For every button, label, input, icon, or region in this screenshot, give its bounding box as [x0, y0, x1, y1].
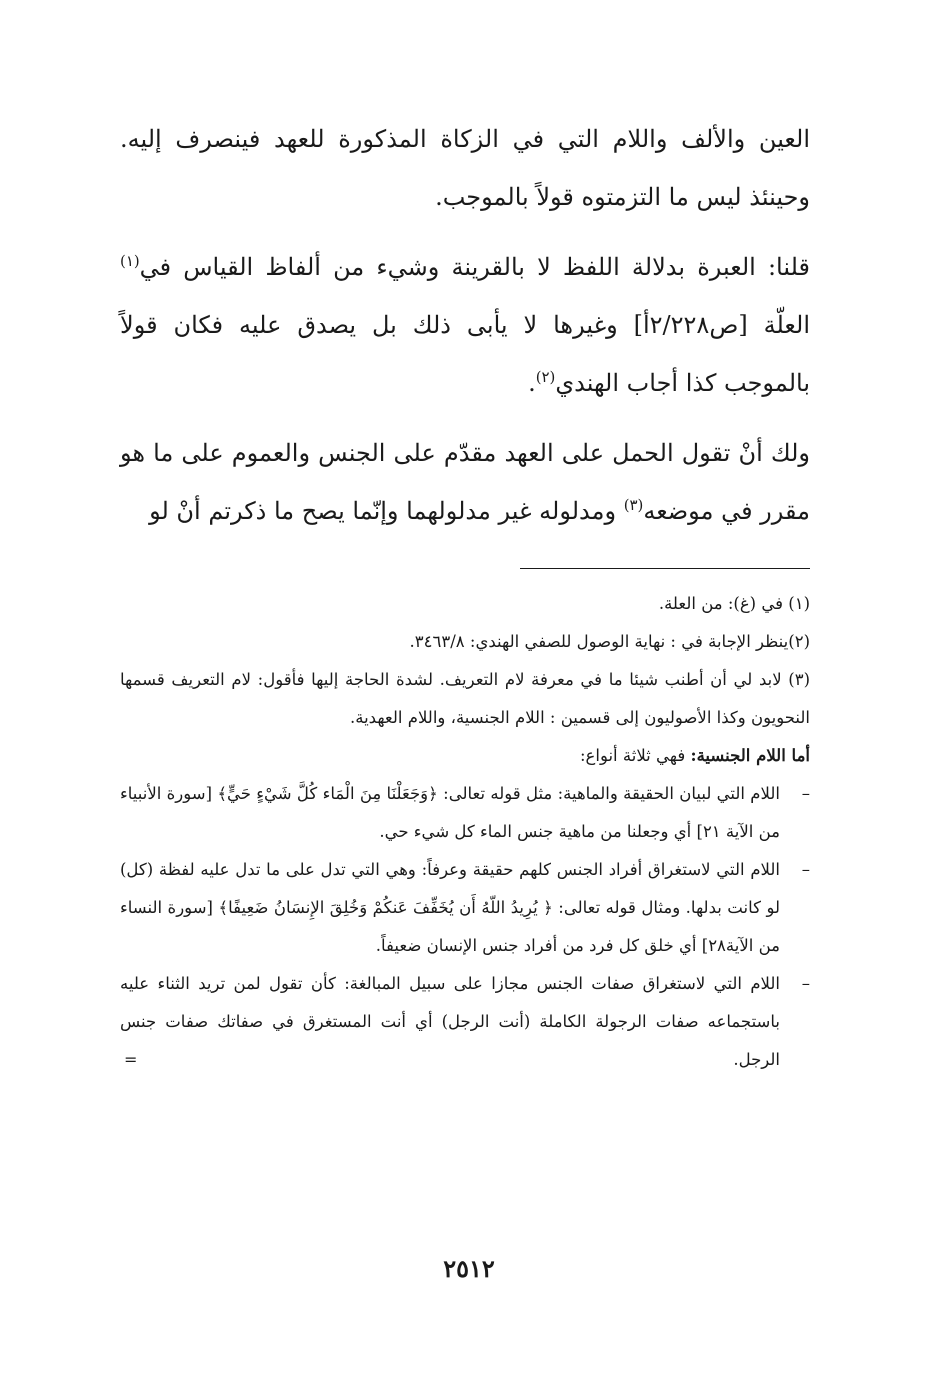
- footnote-3-item-2-text: اللام التي لاستغراق أفراد الجنس كلهم حقيقة وعرفاً: وهي التي تدل على ما تدل عليه لفظة (كل) لو كانت بدلها. ومثال قوله تعالى: ﴿ يُرِيدُ اللّهُ أَن يُخَفِّفَ عَنكُمْ وَخُلِقَ الإِنسَانُ ضَعِيفًا﴾ [سورة النساء من الآية٢٨] أي خلق كل فرد من أفراد جنس الإنسان ضعيفاً.: [120, 860, 780, 955]
- footnote-3-item-1: [120, 775, 810, 851]
- footnote-3: (٣) لابد لي أن أطنب شيئا ما في معرفة لام التعريف. لشدة الحاجة إليها فأقول: لام التعريف قسمها النحويون وكذا الأصوليون إلى قسمين : اللام الجنسية، واللام العهدية.: [120, 670, 810, 727]
- footnote-3-item-3-text: اللام التي لاستغراق صفات الجنس مجازا على سبيل المبالغة: كأن تقول لمن تريد الثناء عليه باستجماعه صفات الرجولة الكاملة (أنت الرجل) أي أنت المستغرق في صفاتك صفات جنس الرجل.: [120, 974, 780, 1069]
- footnote-3-item-3: [120, 965, 810, 1079]
- footnote-3-heading-bold: أما اللام الجنسية:: [690, 746, 810, 765]
- body-paragraph-1: [120, 110, 810, 226]
- footnote-2: (٢)ينظر الإجابة في : نهاية الوصول للصفي الهندي: ٣٤٦٣/٨.: [409, 632, 810, 651]
- body-paragraph-3-text-a: ولك أنْ تقول الحمل على العهد مقدّم على الجنس والعموم على ما هو مقرر في موضعه: [120, 439, 810, 525]
- footnote-ref-1[interactable]: (١): [120, 252, 140, 270]
- continuation-mark: =: [124, 1050, 138, 1069]
- dash-icon: –: [801, 860, 810, 879]
- body-paragraph-2-end: .: [528, 369, 536, 397]
- footnote-1: (١) في (غ): من العلة.: [658, 594, 810, 613]
- body-paragraph-2: [120, 238, 810, 412]
- footnote-3-heading: [120, 737, 810, 775]
- footnote-ref-2[interactable]: (٢): [535, 368, 556, 386]
- dash-icon: –: [801, 974, 810, 993]
- page-number: ٢٥١٢: [443, 1254, 495, 1283]
- footnote-3-heading-rest: فهي ثلاثة أنواع:: [579, 746, 691, 765]
- dash-icon: –: [801, 784, 810, 803]
- footnote-separator: [520, 568, 810, 569]
- body-paragraph-2-text-a: قلنا: العبرة بدلالة اللفظ لا بالقرينة وشيء من ألفاظ القياس في: [139, 253, 810, 281]
- page-content: [120, 110, 810, 1079]
- body-paragraph-2-text-b: العلّة [ص٢/٢٢٨أ] وغيرها لا يأبى ذلك بل يصدق عليه فكان قولاً بالموجب كذا أجاب الهندي: [120, 311, 810, 397]
- body-paragraph-3-text-b: ومدلوله غير مدلولهما وإنّما يصح ما ذكرتم أنْ لو: [149, 497, 624, 525]
- body-paragraph-1-text: العين والألف واللام التي في الزكاة المذكورة للعهد فينصرف إليه. وحينئذ ليس ما التزمتوه قولاً بالموجب.: [120, 125, 810, 211]
- footnote-3-item-3-wrap: [120, 965, 810, 1079]
- footnote-ref-3[interactable]: (٣): [623, 496, 644, 514]
- footnote-3-item-2: [120, 851, 810, 965]
- footnotes: [120, 585, 810, 1079]
- body-paragraph-3: [120, 424, 810, 540]
- footnote-3-item-1-text: اللام التي لبيان الحقيقة والماهية: مثل قوله تعالى: ﴿وَجَعَلْنَا مِنَ الْمَاء كُلَّ شَيْءٍ حَيٍّ﴾ [سورة الأنبياء من الآية ٢١] أي وجعلنا من ماهية جنس الماء كل شيء حي.: [120, 784, 780, 841]
